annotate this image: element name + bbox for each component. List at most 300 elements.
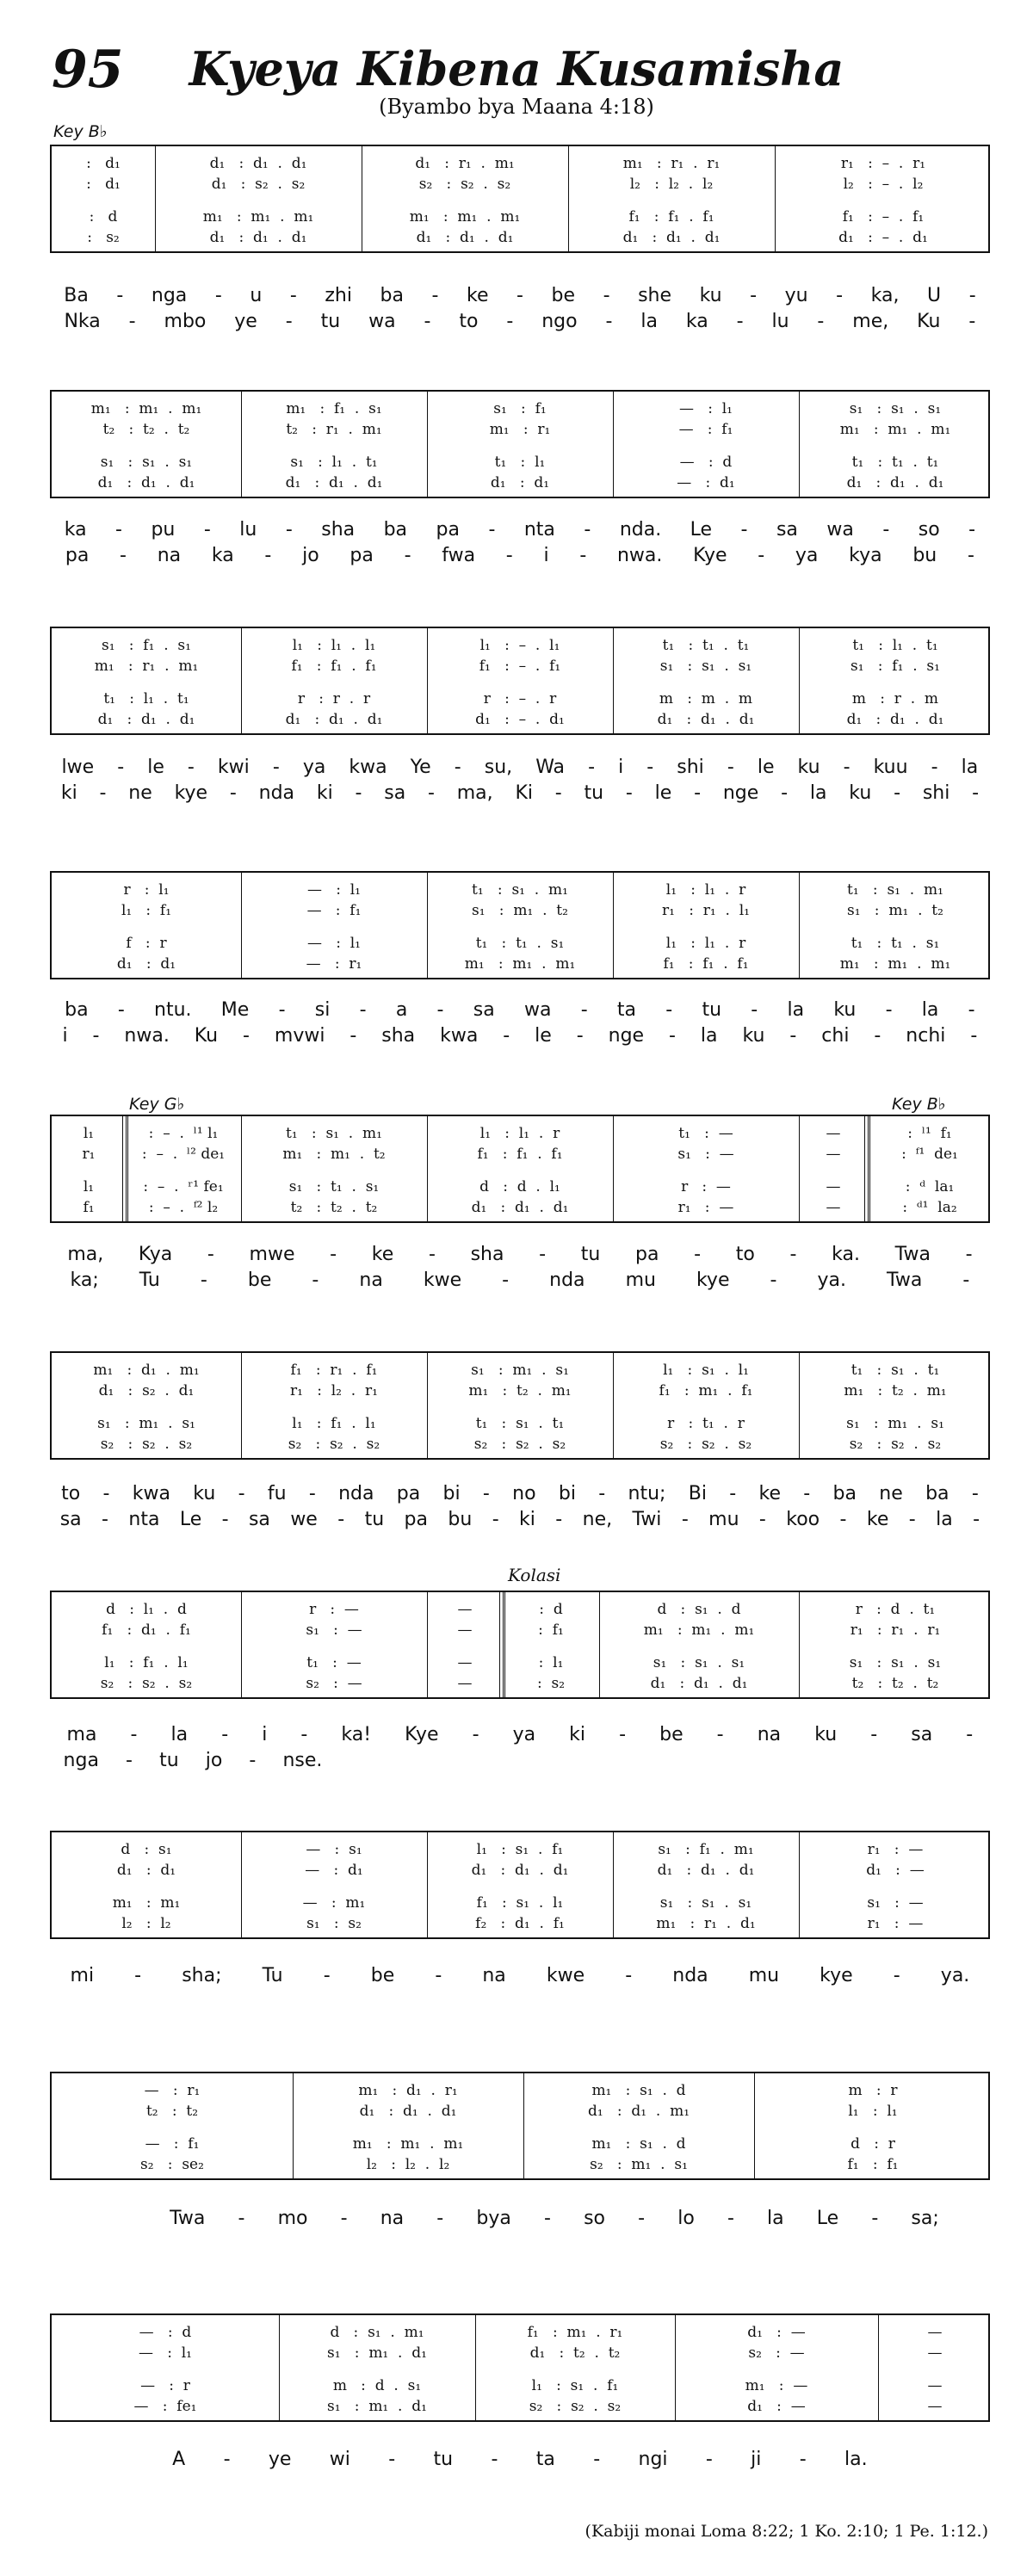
lyric-syllable: si [314,998,331,1021]
measure-cell: : ᶠ¹ de₁ [901,1146,958,1163]
measure-cell: d₁ : r₁ . m₁ [415,155,515,172]
measure-cell: m : r . m [851,690,939,707]
lyric-syllable: - [130,1723,138,1745]
lyric-syllable: - [388,2448,396,2470]
measure-cell: d₁ : s₂ . s₂ [211,176,306,193]
lyric-syllable: - [503,1024,510,1047]
lyric-line [50,516,990,542]
measure-cell: r₁ [82,1146,96,1163]
measure-cell: m : d . s₁ [332,2377,422,2394]
measure-cell: r₁ : — [677,1199,734,1216]
lyric-syllable: ntu. [154,998,192,1021]
lyric-syllable: zhi [325,284,352,306]
voice-row [52,452,988,473]
lyric-syllable: ngi [638,2448,668,2470]
lyric-syllable: ta [616,998,636,1021]
lyric-syllable: - [931,756,938,778]
measure-cell: s₁ : s₁ . s₁ [659,1894,752,1912]
lyric-syllable: ku [699,284,722,306]
measure-cell: r : t₁ . r [667,1415,745,1432]
lyric-syllable: - [506,310,514,332]
lyric-syllable: - [736,310,744,332]
measure-cell: l₁ : – . l₁ [479,637,560,654]
lyric-syllable: - [893,1964,900,1986]
lyric-syllable: kwe [546,1964,585,1986]
measure-cell: s₂ : s₂ . s₂ [418,176,511,193]
measure-cell: f₁ : f₁ . f₁ [291,658,377,675]
lyric-syllable: - [817,310,825,332]
measure-cell: d₁ : s₂ . d₁ [98,1382,195,1399]
key-signature: Key B♭ [53,122,108,141]
lyric-syllable: no [512,1482,536,1504]
measure-cell: m₁ : d₁ . r₁ [358,2082,458,2099]
lyric-syllable: - [555,1508,563,1530]
measure-cell: — : l₁ [307,881,361,899]
measure-cell: f₁ [83,1199,95,1216]
lyric-syllable: Twa [894,1243,931,1265]
music-system [50,2313,990,2422]
lyric-line [50,1022,990,1048]
lyric-syllable: Tu [262,1964,283,1986]
lyric-syllable: kye [820,1964,853,1986]
measure-cell: — [927,2398,943,2415]
voice-row [52,2396,988,2417]
measure-cell: — : f₁ [306,902,362,919]
music-system [50,1115,990,1223]
lyric-syllable: sha [321,518,356,541]
lyric-syllable: Le [816,2207,839,2229]
measure-cell: d : r [851,2135,895,2153]
measure-cell: : s₂ [536,1675,566,1692]
voice-row [52,1839,988,1860]
measure-cell: s₂ : s₂ . s₂ [100,1675,193,1692]
lyric-syllable: - [965,1243,973,1265]
lyric-syllable: na [482,1964,506,1986]
measure-cell: f₁ : r₁ . f₁ [290,1362,378,1379]
lyric-syllable: kwa [132,1482,170,1504]
measure-cell: m₁ : r₁ . d₁ [656,1915,756,1932]
lyric-line [50,1962,990,1988]
lyric-syllable: - [593,2448,601,2470]
lyric-syllable: i [618,756,624,778]
lyric-syllable: - [116,284,124,306]
measure-cell: t₁ : t₁ . s₁ [851,935,940,952]
lyric-syllable: - [200,1269,207,1291]
measure-cell: f₁ : f₁ . f₁ [628,208,714,225]
measure-cell: m₁ : r₁ . m₁ [94,658,199,675]
lyric-syllable: - [638,2207,646,2229]
lyric-syllable: - [588,756,596,778]
lyric-syllable: sha [470,1243,504,1265]
lyric-syllable: ka; [70,1269,99,1291]
lyric-syllable: nda. [619,518,662,541]
voice-row [52,1893,988,1913]
measure-cell: l₁ : f₁ [121,902,172,919]
lyric-syllable: - [330,1243,337,1265]
lyric-syllable: - [579,544,587,566]
lyric-syllable: ba [65,998,89,1021]
lyric-syllable: Kye [405,1723,439,1745]
lyric-syllable: le [535,1024,552,1047]
lyric-syllable: - [625,1964,633,1986]
lyric-syllable: - [424,310,431,332]
lyric-syllable: - [340,2207,348,2229]
lyric-syllable: - [436,2207,444,2229]
lyric-syllable: ka [211,544,234,566]
lyric-syllable: - [427,781,435,804]
lyric-syllable: ma, [67,1243,104,1265]
lyric-syllable: - [249,1749,257,1771]
lyric-syllable: - [603,284,610,306]
measure-cell: l₁ : f₁ . l₁ [104,1654,189,1671]
lyric-syllable: - [970,1024,978,1047]
lyric-syllable: - [223,2448,231,2470]
lyric-syllable: - [803,1482,811,1504]
measure-cell: — : s₁ [306,1841,362,1858]
measure-cell: d₁ : d₁ . d₁ [416,229,514,246]
lyric-syllable: - [543,2207,551,2229]
lyric-syllable: Nka [64,310,101,332]
voice-row [52,2154,988,2175]
lyric-syllable: la [921,998,939,1021]
measure-cell: d₁ : – . d₁ [475,711,565,728]
lyric-syllable: - [454,756,461,778]
lyric-syllable: - [431,284,439,306]
measure-cell: l₁ [83,1178,95,1195]
measure-cell: s₁ : s₁ . s₁ [659,658,752,675]
measure-cell: t₁ : t₁ . t₁ [662,637,750,654]
lyric-syllable: so [918,518,940,541]
measure-cell: s₂ : s₂ . s₂ [288,1436,380,1453]
music-system [50,871,990,979]
measure-cell: s₁ : m₁ . s₁ [846,1415,944,1432]
voice-row [52,1177,988,1197]
measure-cell: f₁ : f₁ . f₁ [477,1146,563,1163]
measure-cell: — [457,1601,473,1618]
measure-cell: d₁ : d₁ . d₁ [285,711,383,728]
lyric-syllable: tu [580,1243,601,1265]
lyric-syllable: mvwi [274,1024,325,1047]
voice-row [52,2322,988,2343]
measure-cell: m₁ : r₁ [489,421,551,438]
lyric-syllable: chi [821,1024,850,1047]
lyric-syllable: kwa [349,756,387,778]
lyric-syllable: bu [912,544,937,566]
lyric-syllable: - [404,544,411,566]
measure-cell: s₁ : m₁ . s₁ [471,1362,569,1379]
lyric-syllable: ke [866,1508,889,1530]
lyric-syllable: ka [64,518,87,541]
lyric-syllable: bi [558,1482,576,1504]
lyric-syllable: - [472,1723,479,1745]
music-system [50,1351,990,1460]
lyric-syllable: - [967,544,974,566]
lyric-syllable: sha; [182,1964,222,1986]
measure-cell: t₂ : t₂ [145,2103,199,2120]
lyric-syllable: kwa [440,1024,479,1047]
measure-cell: d₁ : d₁ [116,955,176,973]
music-system [50,627,990,735]
measure-cell: — : l₁ [139,2344,192,2362]
measure-cell: — : r [140,2377,190,2394]
lyric-line [50,1241,990,1267]
measure-cell: m₁ : r₁ . r₁ [622,155,721,172]
lyric-syllable: - [355,781,362,804]
lyric-syllable: kye [174,781,208,804]
lyric-syllable: - [554,781,562,804]
measure-cell: r : r . r [297,690,371,707]
lyric-syllable: ngo [541,310,578,332]
lyric-syllable: ne [879,1482,903,1504]
lyric-syllable: - [300,1723,308,1745]
voice-row [52,473,988,493]
lyric-syllable: - [694,781,702,804]
lyric-syllable: - [836,284,844,306]
measure-cell: d₁ : d₁ . d₁ [471,1199,569,1216]
lyric-syllable: nda [672,1964,708,1986]
lyric-line [50,754,990,780]
lyric-syllable: - [669,1024,676,1047]
lyric-line [50,2446,990,2472]
measure-cell: s₁ : f₁ . s₁ [851,658,940,675]
lyric-syllable: - [885,998,893,1021]
lyric-line [50,308,990,334]
measure-cell: s₁ : f₁ . s₁ [102,637,191,654]
measure-cell: — : l₁ [307,935,361,952]
lyric-syllable: ya [302,756,326,778]
lyric-syllable: nse. [282,1749,323,1771]
measure-cell: — [927,2324,943,2341]
lyric-syllable: Kye [693,544,727,566]
measure-cell: : ᵈ¹ la₂ [902,1199,957,1216]
lyric-syllable: - [229,781,237,804]
measure-cell: : s₂ [87,229,120,246]
lyric-syllable: - [727,756,734,778]
measure-cell: t₁ : s₁ . t₁ [851,1362,940,1379]
measure-cell: t₂ : r₁ . m₁ [286,421,382,438]
lyric-syllable: ji [751,2448,762,2470]
lyric-syllable: pa [635,1243,659,1265]
measure-cell: f₁ : s₁ . l₁ [476,1894,564,1912]
measure-cell: f₁ : – . f₁ [479,658,561,675]
measure-cell: d₁ : d₁ [116,1862,176,1879]
lyric-syllable: - [359,998,367,1021]
measure-cell: d : s₁ . d [657,1601,741,1618]
lyric-syllable: ki [60,781,77,804]
lyric-syllable: bi [442,1482,461,1504]
lyric-syllable: - [115,518,122,541]
measure-cell: s₁ : m₁ . s₁ [97,1415,195,1432]
lyric-syllable: - [539,1243,547,1265]
measure-cell: d₁ : d₁ . d₁ [209,229,307,246]
lyric-syllable: - [482,1482,490,1504]
lyric-syllable: - [285,518,293,541]
lyric-syllable: mu [748,1964,780,1986]
lyric-syllable: wi [329,2448,350,2470]
measure-cell: f₁ : f₁ [847,2156,899,2173]
measure-cell: m₁ : d₁ . m₁ [93,1362,200,1379]
measure-cell: d₁ : d₁ . d₁ [846,711,944,728]
lyric-syllable: sa [384,781,406,804]
lyric-syllable: nwa. [124,1024,170,1047]
lyric-syllable: - [751,998,758,1021]
lyric-syllable: - [705,2448,713,2470]
lyric-line [50,1721,990,1747]
measure-cell: r₁ : r₁ . r₁ [850,1622,941,1639]
measure-cell: m₁ : m₁ . m₁ [90,400,202,417]
measure-cell: t₁ : l₁ [494,454,546,471]
measure-cell: r : l₁ [123,881,170,899]
lyric-syllable: - [221,1723,229,1745]
lyric-syllable: Bi [688,1482,707,1504]
measure-cell: — : r₁ [306,955,362,973]
lyric-syllable: A [172,2448,186,2470]
lyric-syllable: to [735,1243,755,1265]
measure-cell: r₁ : — [867,1915,924,1932]
voice-row [52,207,988,227]
lyric-syllable: - [492,1508,499,1530]
measure-cell: r : d . t₁ [855,1601,936,1618]
lyric-syllable: shi [922,781,950,804]
measure-cell: s₁ : — [867,1894,924,1912]
measure-cell: l₁ : l₁ . r [665,881,746,899]
lyric-syllable: we [290,1508,318,1530]
measure-cell: : – . ˡ² de₁ [141,1146,226,1163]
lyric-syllable: sa [911,1723,933,1745]
lyric-syllable: mu [625,1269,656,1291]
lyric-syllable: Ku [194,1024,219,1047]
measure-cell: d₁ : d₁ . d₁ [359,2103,457,2120]
measure-cell: m₁ : t₂ . m₁ [468,1382,572,1399]
lyric-syllable: nga [63,1749,99,1771]
lyric-syllable: - [758,544,765,566]
lyric-syllable: la [767,2207,784,2229]
lyric-syllable: ba [925,1482,949,1504]
lyric-syllable: - [243,1024,250,1047]
measure-cell: — : d [139,2324,192,2341]
lyric-syllable: - [349,1024,357,1047]
measure-cell: d : l₁ . d [106,1601,187,1618]
lyric-syllable: - [908,1508,916,1530]
measure-cell: — [457,1654,473,1671]
music-system [50,390,990,498]
lyric-line [50,997,990,1022]
scripture-references: (Kabiji monai Loma 8:22; 1 Ko. 2:10; 1 Pe. 1:12.) [585,2522,988,2541]
lyric-syllable: le [757,756,775,778]
lyric-syllable: - [894,781,901,804]
lyric-syllable: lu [771,310,789,332]
measure-cell: s₂ : s₂ . s₂ [473,1436,566,1453]
lyric-syllable: pa [65,544,90,566]
hymn-title: Kyeya Kibena Kusamisha [189,41,844,96]
lyric-syllable: - [605,310,613,332]
lyric-syllable: ka. [832,1243,860,1265]
measure-cell: m₁ : s₁ . d [591,2082,686,2099]
lyric-syllable: i [262,1723,268,1745]
voice-row [52,635,988,656]
measure-cell: r₁ : r₁ . l₁ [662,902,750,919]
lyric-syllable: - [435,1964,442,1986]
measure-cell: m₁ : f₁ . s₁ [286,400,382,417]
lyric-syllable: - [580,998,588,1021]
lyric-syllable: - [102,1482,110,1504]
lyric-syllable: - [716,1723,724,1745]
voice-row [52,1434,988,1455]
lyric-syllable: - [619,1723,627,1745]
lyric-syllable: fu [267,1482,287,1504]
measure-cell: t₁ : t₁ . s₁ [475,935,565,952]
measure-cell: m₁ : m₁ . m₁ [839,421,951,438]
lyric-syllable: pa [349,544,374,566]
lyric-syllable: Ba [64,284,89,306]
lyric-syllable: - [99,781,107,804]
lyric-syllable: - [214,284,222,306]
measure-cell: m : r [848,2082,898,2099]
lyric-syllable: - [289,284,297,306]
measure-cell: : ˡ¹ f₁ [907,1125,952,1142]
lyric-syllable: yu [784,284,808,306]
lyric-syllable: mu [708,1508,739,1530]
lyric-line [50,780,990,806]
measure-cell: l₂ : l₂ [121,1915,171,1932]
lyric-syllable: la. [844,2448,868,2470]
measure-cell: — : fe₁ [133,2398,197,2415]
lyric-syllable: jo [205,1749,223,1771]
lyric-syllable: pa [396,1482,421,1504]
lyric-syllable: - [488,518,496,541]
lyric-syllable: - [264,544,272,566]
voice-row [52,419,988,440]
lyric-syllable: Ye [410,756,431,778]
lyric-syllable: - [665,998,673,1021]
voice-row [52,2080,988,2101]
measure-cell: t₂ : t₂ . t₂ [102,421,190,438]
lyric-syllable: ne, [582,1508,613,1530]
measure-cell: : – . ᶠ² l₂ [148,1199,219,1216]
lyric-syllable: - [972,781,980,804]
music-system [50,145,990,253]
measure-cell: f : r [126,935,167,952]
measure-cell: — : f₁ [145,2135,200,2153]
lyric-syllable: nda [338,1482,374,1504]
voice-row [52,1620,988,1640]
lyric-syllable: ku [742,1024,765,1047]
lyric-syllable: - [516,284,523,306]
voice-row [52,2375,988,2396]
music-system [50,1591,990,1699]
lyric-syllable: ke [371,1243,394,1265]
lyric-syllable: Twa [170,2207,206,2229]
lyric-syllable: - [584,518,591,541]
measure-cell: t₁ : t₁ . t₁ [851,454,939,471]
measure-cell: l₁ : l₁ . l₁ [292,637,376,654]
measure-cell: m₁ : t₂ . m₁ [844,1382,947,1399]
lyric-syllable: - [117,756,125,778]
measure-cell: d₁ : d₁ [490,474,550,491]
lyric-syllable: tu [159,1749,179,1771]
measure-cell: s₁ : s₂ [306,1915,362,1932]
lyric-syllable: - [323,1964,331,1986]
measure-cell: t₁ : l₁ . t₁ [103,690,189,707]
lyric-syllable: - [874,1024,881,1047]
measure-cell: d₁ : t₂ . t₂ [529,2344,621,2362]
lyric-syllable: - [128,310,136,332]
voice-row [52,1123,988,1144]
lyric-syllable: - [727,2207,734,2229]
lyric-syllable: - [681,1508,689,1530]
voice-row [52,2134,988,2154]
measure-cell: l₁ : s₁ . f₁ [531,2377,619,2394]
